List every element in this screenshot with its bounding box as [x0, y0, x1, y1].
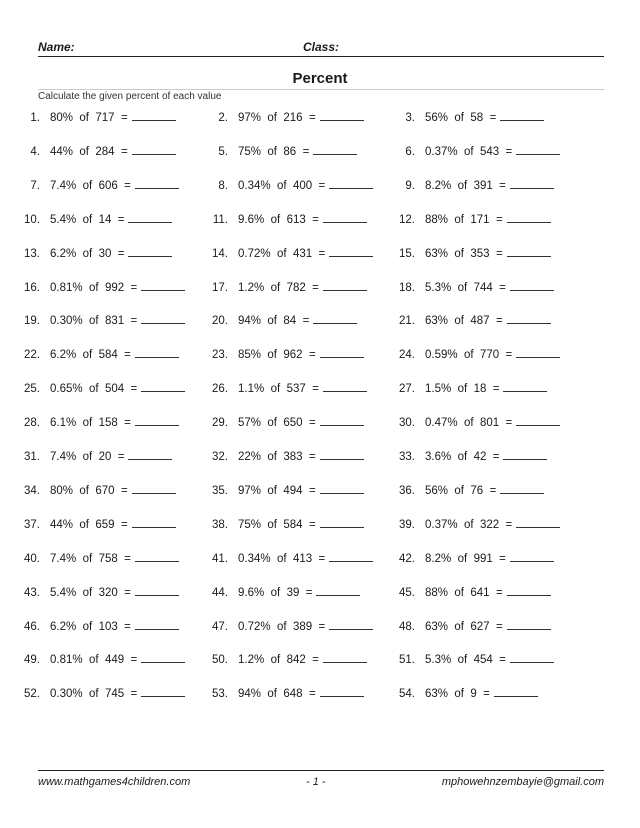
problem-text: 88% of 171 = [425, 213, 503, 226]
answer-blank[interactable] [135, 585, 179, 596]
problem-text: 0.30% of 745 = [50, 688, 138, 701]
answer-blank[interactable] [135, 415, 179, 426]
problem-number: 39. [399, 518, 415, 531]
problem-number: 42. [399, 552, 415, 565]
problem-number: 32. [212, 451, 228, 463]
problem-item [18, 178, 179, 192]
page-title: Percent [292, 70, 348, 87]
problem-item [18, 483, 176, 497]
problem-item [206, 381, 367, 395]
answer-blank[interactable] [141, 652, 185, 663]
problem-item [18, 619, 179, 633]
problem-item [393, 313, 551, 327]
problem-text: 0.81% of 449 = [50, 654, 138, 667]
answer-blank[interactable] [323, 212, 367, 223]
footer-email: mphowehnzembayie@gmail.com [441, 776, 604, 788]
problem-item [206, 517, 364, 531]
answer-blank[interactable] [135, 619, 179, 630]
problem-text: 44% of 659 = [50, 518, 128, 531]
problem-number: 23. [212, 349, 228, 362]
answer-blank[interactable] [494, 686, 538, 697]
problem-text: 0.37% of 543 = [425, 145, 513, 158]
problem-item [393, 652, 554, 666]
problem-number: 7. [30, 179, 40, 192]
answer-blank[interactable] [320, 449, 364, 460]
problem-number: 46. [24, 620, 40, 633]
problem-item [393, 246, 551, 260]
instructions: Calculate the given percent of each value [38, 91, 222, 102]
problem-number: 18. [399, 281, 415, 294]
answer-blank[interactable] [320, 517, 364, 528]
problem-number: 29. [212, 417, 228, 430]
problem-text: 7.4% of 20 = [50, 451, 125, 463]
problem-text: 56% of 76 = [425, 484, 497, 497]
answer-blank[interactable] [135, 551, 179, 562]
problem-number: 50. [212, 654, 228, 667]
problem-text: 0.37% of 322 = [425, 518, 513, 531]
problem-text: 1.1% of 537 = [238, 383, 319, 396]
problem-number: 43. [24, 586, 40, 599]
answer-blank[interactable] [323, 280, 367, 291]
answer-blank[interactable] [503, 449, 547, 460]
problem-item [206, 585, 360, 599]
problem-text: 5.4% of 14 = [50, 213, 125, 226]
problem-number: 54. [399, 688, 415, 701]
problem-text: 9.6% of 39 = [238, 586, 313, 599]
problem-text: 0.30% of 831 = [50, 315, 138, 328]
problem-number: 14. [212, 247, 228, 260]
problem-item [206, 144, 357, 158]
problem-item [393, 551, 554, 565]
answer-blank[interactable] [503, 381, 547, 392]
problem-text: 75% of 584 = [238, 518, 316, 531]
problem-text: 0.34% of 400 = [238, 179, 326, 192]
problem-text: 6.1% of 158 = [50, 417, 131, 430]
answer-blank[interactable] [128, 246, 172, 257]
problem-number: 13. [24, 247, 40, 260]
problem-number: 35. [212, 484, 228, 497]
problem-number: 17. [212, 281, 228, 294]
problem-number: 49. [24, 654, 40, 667]
answer-blank[interactable] [132, 517, 176, 528]
problem-number: 16. [24, 281, 40, 294]
problem-text: 9.6% of 613 = [238, 213, 319, 226]
problem-text: 0.81% of 992 = [50, 281, 138, 294]
problem-number: 27. [399, 383, 415, 396]
problem-text: 1.5% of 18 = [425, 383, 500, 396]
problem-number: 48. [399, 620, 415, 633]
problem-number: 41. [212, 552, 228, 565]
problem-text: 0.59% of 770 = [425, 349, 513, 362]
answer-blank[interactable] [329, 178, 373, 189]
problem-number: 9. [405, 179, 415, 192]
problem-item [393, 144, 560, 158]
answer-blank[interactable] [141, 686, 185, 697]
problem-item [393, 212, 551, 226]
answer-blank[interactable] [516, 517, 560, 528]
answer-blank[interactable] [507, 313, 551, 324]
problem-text: 0.65% of 504 = [50, 383, 138, 396]
problem-item [393, 686, 538, 700]
problem-text: 85% of 962 = [238, 349, 316, 362]
problem-text: 0.72% of 389 = [238, 620, 326, 633]
problem-number: 19. [24, 315, 40, 328]
problem-item [18, 517, 176, 531]
problem-number: 38. [212, 518, 228, 531]
name-label: Name: [38, 40, 75, 54]
answer-blank[interactable] [320, 347, 364, 358]
problem-item [18, 212, 172, 226]
problem-text: 0.34% of 413 = [238, 552, 326, 565]
problem-item [18, 144, 176, 158]
problem-number: 37. [24, 518, 40, 531]
problem-number: 10. [24, 213, 40, 226]
problem-text: 7.4% of 758 = [50, 552, 131, 565]
problem-text: 63% of 487 = [425, 315, 503, 328]
class-label: Class: [303, 40, 340, 54]
problem-number: 25. [24, 383, 40, 396]
problem-text: 3.6% of 42 = [425, 451, 500, 463]
answer-blank[interactable] [329, 551, 373, 562]
problem-item [206, 246, 373, 260]
answer-blank[interactable] [510, 178, 554, 189]
problem-number: 1. [30, 112, 40, 124]
problem-number: 34. [24, 484, 40, 497]
problem-number: 40. [24, 552, 40, 565]
problem-item [18, 381, 185, 395]
answer-blank[interactable] [135, 347, 179, 358]
answer-blank[interactable] [320, 415, 364, 426]
problem-text: 6.2% of 584 = [50, 349, 131, 362]
problem-text: 0.47% of 801 = [425, 417, 513, 430]
problem-text: 56% of 58 = [425, 112, 497, 124]
problem-number: 45. [399, 586, 415, 599]
problem-item [393, 619, 551, 633]
problem-item [393, 280, 554, 294]
problem-number: 44. [212, 586, 228, 599]
answer-blank[interactable] [329, 619, 373, 630]
problem-item [18, 686, 185, 700]
answer-blank[interactable] [329, 246, 373, 257]
problem-text: 75% of 86 = [238, 145, 310, 158]
problem-item [206, 686, 364, 700]
answer-blank[interactable] [135, 178, 179, 189]
problem-item [18, 585, 179, 599]
answer-blank[interactable] [128, 212, 172, 223]
problem-number: 33. [399, 451, 415, 463]
answer-blank[interactable] [516, 144, 560, 155]
answer-blank[interactable] [313, 313, 357, 324]
problem-item [393, 110, 544, 124]
problem-number: 12. [399, 213, 415, 226]
problem-number: 47. [212, 620, 228, 633]
answer-blank[interactable] [516, 415, 560, 426]
problem-item [393, 178, 554, 192]
problem-number: 52. [24, 688, 40, 701]
problem-text: 6.2% of 30 = [50, 247, 125, 260]
answer-blank[interactable] [132, 483, 176, 494]
problem-item [18, 415, 179, 429]
problem-number: 51. [399, 654, 415, 667]
problem-text: 94% of 648 = [238, 688, 316, 701]
problem-text: 88% of 641 = [425, 586, 503, 599]
problem-item [206, 449, 364, 463]
problem-text: 94% of 84 = [238, 315, 310, 328]
answer-blank[interactable] [132, 144, 176, 155]
problem-item [18, 246, 172, 260]
answer-blank[interactable] [510, 280, 554, 291]
problem-item [206, 280, 367, 294]
problem-number: 15. [399, 247, 415, 260]
answer-blank[interactable] [320, 110, 364, 121]
problem-number: 8. [218, 179, 228, 192]
answer-blank[interactable] [128, 449, 172, 460]
problem-number: 11. [212, 213, 228, 226]
problem-item [206, 619, 373, 633]
problem-text: 44% of 284 = [50, 145, 128, 158]
problem-number: 20. [212, 315, 228, 328]
answer-blank[interactable] [141, 381, 185, 392]
problem-item [206, 212, 367, 226]
problem-item [393, 483, 544, 497]
problem-text: 0.72% of 431 = [238, 247, 326, 260]
answer-blank[interactable] [507, 246, 551, 257]
problem-item [206, 178, 373, 192]
problem-text: 6.2% of 103 = [50, 620, 131, 633]
problem-number: 21. [399, 315, 415, 328]
problem-item [393, 449, 547, 463]
problem-number: 2. [218, 112, 228, 124]
problem-number: 53. [212, 688, 228, 701]
answer-blank[interactable] [510, 551, 554, 562]
problem-text: 63% of 627 = [425, 620, 503, 633]
answer-blank[interactable] [313, 144, 357, 155]
answer-blank[interactable] [323, 381, 367, 392]
problem-text: 1.2% of 782 = [238, 281, 319, 294]
answer-blank[interactable] [320, 483, 364, 494]
problem-text: 63% of 353 = [425, 247, 503, 260]
problem-item [18, 313, 185, 327]
problem-item [206, 313, 357, 327]
problem-number: 3. [405, 112, 415, 124]
problem-text: 80% of 717 = [50, 112, 128, 124]
problem-item [206, 551, 373, 565]
answer-blank[interactable] [507, 212, 551, 223]
problem-number: 26. [212, 383, 228, 396]
problem-text: 7.4% of 606 = [50, 179, 131, 192]
problem-number: 31. [24, 451, 40, 463]
answer-blank[interactable] [316, 585, 360, 596]
footer-page-number: - 1 - [306, 776, 326, 788]
problem-item [206, 415, 364, 429]
problem-text: 5.4% of 320 = [50, 586, 131, 599]
problem-item [393, 381, 547, 395]
problem-item [18, 110, 176, 124]
answer-blank[interactable] [141, 313, 185, 324]
problem-text: 97% of 216 = [238, 112, 316, 124]
answer-blank[interactable] [516, 347, 560, 358]
footer-website: www.mathgames4children.com [38, 776, 191, 788]
footer-rule [38, 770, 604, 771]
answer-blank[interactable] [500, 110, 544, 121]
problem-number: 24. [399, 349, 415, 362]
problem-text: 8.2% of 391 = [425, 179, 506, 192]
answer-blank[interactable] [132, 110, 176, 121]
problem-item [18, 551, 179, 565]
problem-number: 5. [218, 145, 228, 158]
answer-blank[interactable] [507, 585, 551, 596]
problem-item [393, 517, 560, 531]
problem-text: 22% of 383 = [238, 451, 316, 463]
problem-text: 63% of 9 = [425, 688, 490, 701]
problem-text: 1.2% of 842 = [238, 654, 319, 667]
answer-blank[interactable] [323, 652, 367, 663]
problem-item [206, 347, 364, 361]
answer-blank[interactable] [320, 686, 364, 697]
problem-item [206, 110, 364, 124]
problem-number: 4. [30, 145, 40, 158]
problem-item [206, 483, 364, 497]
answer-blank[interactable] [500, 483, 544, 494]
problem-number: 30. [399, 417, 415, 430]
problem-item [393, 347, 560, 361]
problem-number: 6. [405, 145, 415, 158]
problem-text: 57% of 650 = [238, 417, 316, 430]
answer-blank[interactable] [507, 619, 551, 630]
answer-blank[interactable] [141, 280, 185, 291]
problem-text: 97% of 494 = [238, 484, 316, 497]
problem-item [206, 652, 367, 666]
answer-blank[interactable] [510, 652, 554, 663]
problem-item [393, 585, 551, 599]
problem-item [18, 347, 179, 361]
problem-number: 22. [24, 349, 40, 362]
problem-number: 36. [399, 484, 415, 497]
problem-text: 5.3% of 744 = [425, 281, 506, 294]
problem-item [18, 280, 185, 294]
problem-item [393, 415, 560, 429]
problem-item [18, 652, 185, 666]
problem-text: 80% of 670 = [50, 484, 128, 497]
problem-number: 28. [24, 417, 40, 430]
problem-item [18, 449, 172, 463]
problem-text: 5.3% of 454 = [425, 654, 506, 667]
problem-text: 8.2% of 991 = [425, 552, 506, 565]
